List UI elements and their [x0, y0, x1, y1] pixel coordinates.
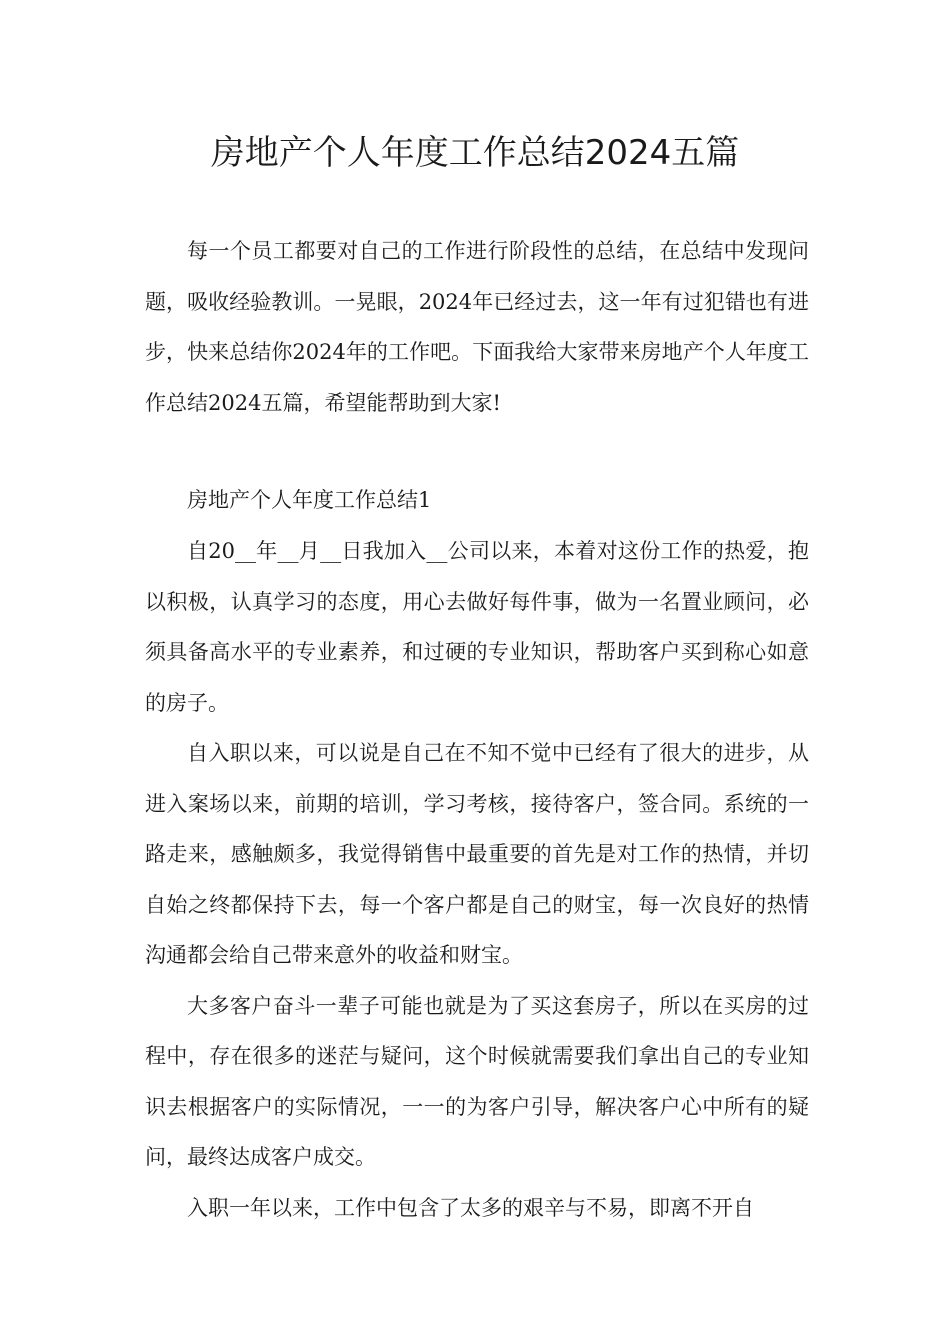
body-paragraph: 大多客户奋斗一辈子可能也就是为了买这套房子，所以在买房的过程中，存在很多的迷茫与疑问，这个时候就需要我们拿出自己的专业知识去根据客户的实际情况，一一的为客户引导，解决客户心中所有的疑问，最终达成客户成交。 [145, 993, 809, 1169]
body-paragraph: 入职一年以来，工作中包含了太多的艰辛与不易，即离不开自 [187, 1195, 754, 1220]
section-heading: 房地产个人年度工作总结1 [187, 488, 432, 512]
intro-paragraph: 每一个员工都要对自己的工作进行阶段性的总结，在总结中发现问题，吸收经验教训。一晃眼，2024年已经过去，这一年有过犯错也有进步，快来总结你2024年的工作吧。下面我给大家带来房地产个人年度工作总结2024五篇，希望能帮助到大家! [145, 239, 809, 415]
document-title: 房地产个人年度工作总结2024五篇 [210, 133, 740, 173]
section-body [145, 526, 809, 1233]
body-paragraph: 自20__年__月__日我加入__公司以来，本着对这份工作的热爱，抱以积极，认真学习的态度，用心去做好每件事，做为一名置业顾问，必须具备高水平的专业素养，和过硬的专业知识，帮助客户买到称心如意的房子。 [145, 539, 809, 715]
body-paragraph: 自入职以来，可以说是自己在不知不觉中已经有了很大的进步，从进入案场以来，前期的培训，学习考核，接待客户，签合同。系统的一路走来，感触颇多，我觉得销售中最重要的首先是对工作的热情，并切自始之终都保持下去，每一个客户都是自己的财宝，每一次良好的热情沟通都会给自己带来意外的收益和财宝。 [145, 741, 809, 967]
intro-block [145, 226, 809, 428]
